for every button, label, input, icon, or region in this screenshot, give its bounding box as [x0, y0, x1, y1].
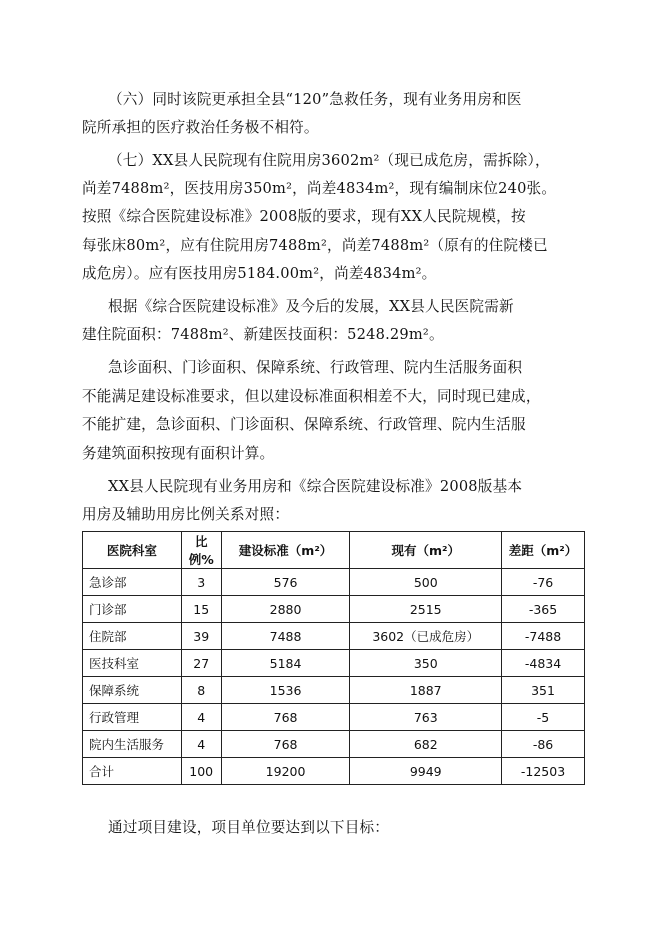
- paragraph-8-line-1: 根据《综合医院建设标准》及今后的发展，XX县人民医院需新: [108, 298, 514, 315]
- cell-gap: -365: [502, 596, 585, 623]
- paragraph-9-line-4: 务建筑面积按现有面积计算。: [82, 445, 275, 462]
- closing-line: 通过项目建设，项目单位要达到以下目标：: [108, 819, 390, 836]
- cell-existing: 3602（已成危房）: [350, 623, 502, 650]
- cell-gap: 351: [502, 677, 585, 704]
- cell-standard: 768: [221, 731, 350, 758]
- cell-ratio: 8: [181, 677, 221, 704]
- cell-department: 合计: [83, 758, 182, 785]
- paragraph-9-line-2: 不能满足建设标准要求，但以建设标准面积相差不大，同时现已建成，: [82, 388, 541, 405]
- paragraph-7-line-1: （七）XX县人民院现有住院用房3602m²（现已成危房，需拆除），: [108, 152, 550, 169]
- cell-ratio: 4: [181, 704, 221, 731]
- cell-ratio: 100: [181, 758, 221, 785]
- cell-existing: 763: [350, 704, 502, 731]
- cell-standard: 7488: [221, 623, 350, 650]
- table-row: [83, 704, 585, 731]
- cell-existing: 500: [350, 569, 502, 596]
- cell-standard: 5184: [221, 650, 350, 677]
- cell-gap: -4834: [502, 650, 585, 677]
- paragraph-7-line-4: 每张床80m²，应有住院用房7488m²，尚差7488m²（原有的住院楼已: [82, 237, 548, 254]
- table-row: [83, 677, 585, 704]
- table-row: [83, 623, 585, 650]
- paragraph-9-line-1: 急诊面积、门诊面积、保障系统、行政管理、院内生活服务面积: [108, 359, 523, 376]
- table-header-row: [83, 532, 585, 569]
- cell-existing: 1887: [350, 677, 502, 704]
- header-gap: 差距（m²）: [502, 532, 585, 569]
- cell-ratio: 4: [181, 731, 221, 758]
- header-department: 医院科室: [83, 532, 182, 569]
- header-existing: 现有（m²）: [350, 532, 502, 569]
- cell-department: 医技科室: [83, 650, 182, 677]
- paragraph-8-line-2: 建住院面积：7488m²、新建医技面积：5248.29m²。: [82, 326, 444, 343]
- cell-standard: 576: [221, 569, 350, 596]
- table-row: [83, 650, 585, 677]
- paragraph-10-line-1: XX县人民院现有业务用房和《综合医院建设标准》2008版基本: [108, 478, 523, 495]
- table-total-row: [83, 758, 585, 785]
- cell-gap: -76: [502, 569, 585, 596]
- cell-ratio: 27: [181, 650, 221, 677]
- paragraph-10-line-2: 用房及辅助用房比例关系对照：: [82, 506, 290, 523]
- cell-existing: 2515: [350, 596, 502, 623]
- cell-department: 行政管理: [83, 704, 182, 731]
- paragraph-9-line-3: 不能扩建，急诊面积、门诊面积、保障系统、行政管理、院内生活服: [82, 416, 526, 433]
- cell-standard: 19200: [221, 758, 350, 785]
- cell-existing: 682: [350, 731, 502, 758]
- paragraph-7-line-3: 按照《综合医院建设标准》2008版的要求，现有XX人民院规模，按: [82, 208, 526, 225]
- cell-ratio: 39: [181, 623, 221, 650]
- table-row: [83, 596, 585, 623]
- cell-existing: 9949: [350, 758, 502, 785]
- cell-department: 门诊部: [83, 596, 182, 623]
- cell-standard: 1536: [221, 677, 350, 704]
- cell-standard: 768: [221, 704, 350, 731]
- paragraph-7-line-2: 尚差7488m²，医技用房350m²，尚差4834m²，现有编制床位240张。: [82, 180, 557, 197]
- cell-gap: -5: [502, 704, 585, 731]
- cell-ratio: 3: [181, 569, 221, 596]
- cell-standard: 2880: [221, 596, 350, 623]
- cell-gap: -7488: [502, 623, 585, 650]
- cell-existing: 350: [350, 650, 502, 677]
- paragraph-6-line-1: （六）同时该院更承担全县“120”急救任务，现有业务用房和医: [108, 91, 522, 108]
- cell-department: 院内生活服务: [83, 731, 182, 758]
- header-ratio: 比例%: [181, 532, 221, 569]
- paragraph-6-line-2: 院所承担的医疗救治任务极不相符。: [82, 119, 319, 136]
- table-row: [83, 731, 585, 758]
- table-row: [83, 569, 585, 596]
- header-standard: 建设标准（m²）: [221, 532, 350, 569]
- comparison-table: [82, 531, 585, 785]
- paragraph-7-line-5: 成危房）。应有医技用房5184.00m²，尚差4834m²。: [82, 265, 437, 282]
- cell-gap: -86: [502, 731, 585, 758]
- cell-department: 急诊部: [83, 569, 182, 596]
- cell-ratio: 15: [181, 596, 221, 623]
- cell-gap: -12503: [502, 758, 585, 785]
- cell-department: 保障系统: [83, 677, 182, 704]
- cell-department: 住院部: [83, 623, 182, 650]
